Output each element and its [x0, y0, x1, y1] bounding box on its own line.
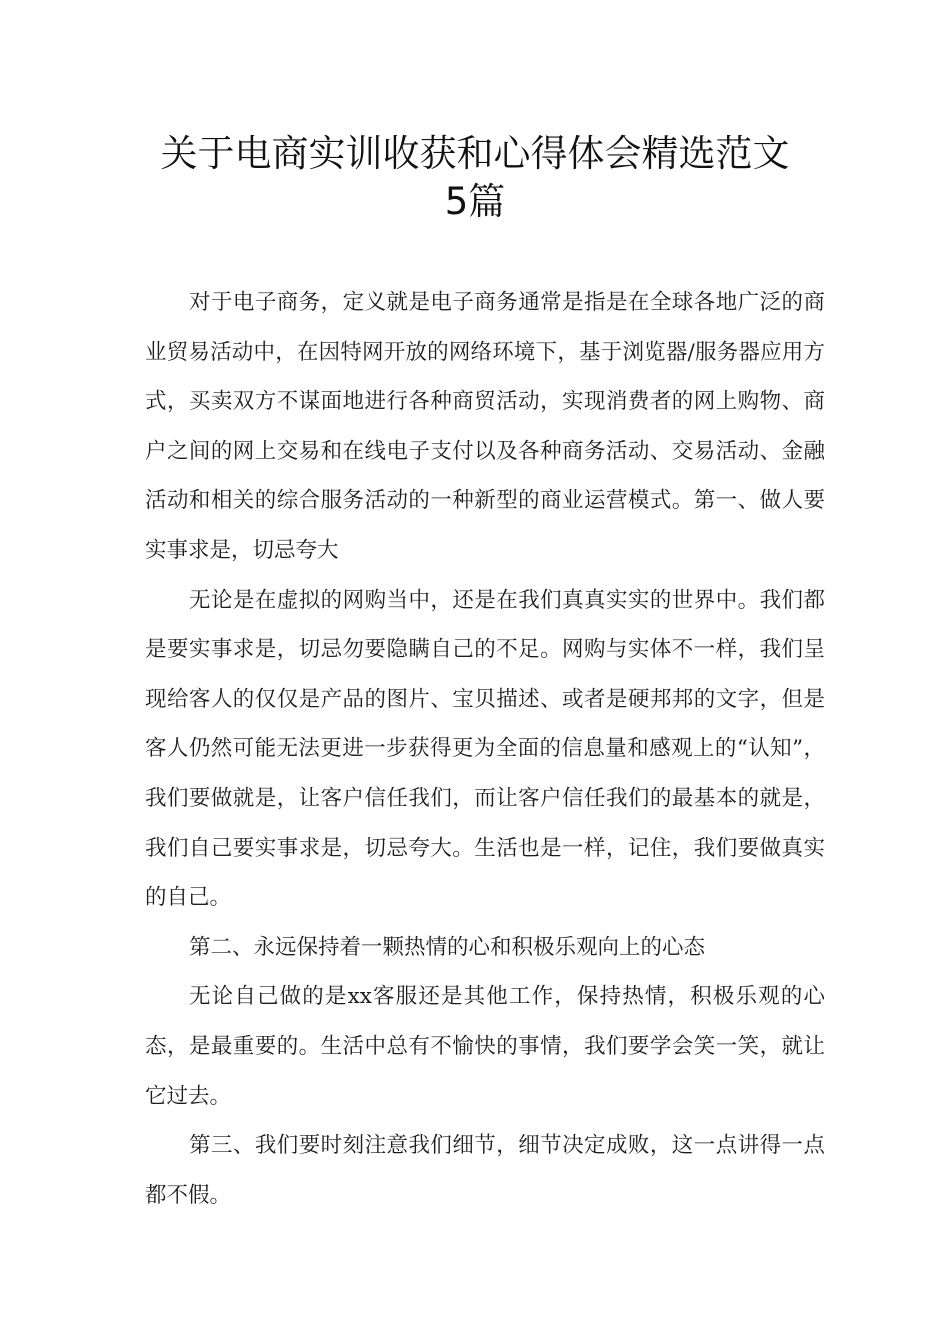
document-title-line-1: 关于电商实训收获和心得体会精选范文 — [160, 132, 790, 175]
paragraph-heading-second-point: 第二、永远保持着一颗热情的心和积极乐观向上的心态 — [189, 934, 706, 960]
paragraph-details-matter: 第三、我们要时刻注意我们细节，细节决定成败，这一点讲得一点都不假。 — [145, 1133, 825, 1208]
document-title-line-2: 5篇 — [444, 180, 506, 223]
paragraph-stay-positive: 无论自己做的是xx客服还是其他工作，保持热情，积极乐观的心态，是最重要的。生活中总有不愉快的事情，我们要学会笑一笑，就让它过去。 — [145, 984, 825, 1109]
paragraph-be-truthful: 无论是在虚拟的网购当中，还是在我们真真实实的世界中。我们都是要实事求是，切忌勿要隐瞒自己的不足。网购与实体不一样，我们呈现给客人的仅仅是产品的图片、宝贝描述、或者是硬邦邦的文字，但是客人仍然可能无法更进一步获得更为全面的信息量和感观上的“认知”，我们要做就是，让客户信任我们，而让客户信任我们的最基本的就是，我们自己要实事求是，切忌夸大。生活也是一样，记住，我们要做真实的自己。 — [145, 587, 825, 911]
paragraph-ecommerce-definition: 对于电子商务，定义就是电子商务通常是指是在全球各地广泛的商业贸易活动中，在因特网开放的网络环境下，基于浏览器/服务器应用方式，买卖双方不谋面地进行各种商贸活动，实现消费者的网上购物、商户之间的网上交易和在线电子支付以及各种商务活动、交易活动、金融活动和相关的综合服务活动的一种新型的商业运营模式。第一、做人要实事求是，切忌夸大 — [145, 290, 825, 563]
document-body — [145, 278, 825, 1220]
